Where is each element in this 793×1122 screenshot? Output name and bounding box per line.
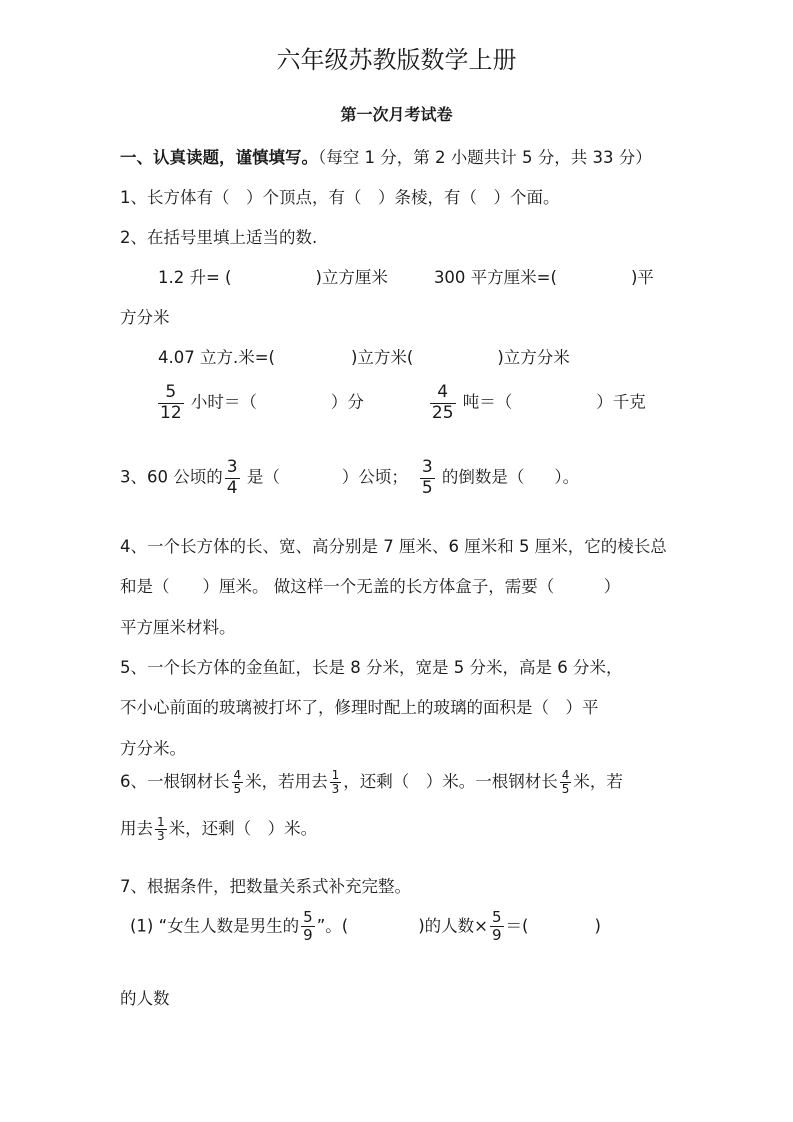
q3-text: ）公顷；: [341, 467, 408, 487]
question-6-line-2: [120, 815, 317, 843]
q6-text: 米，若用去: [245, 772, 328, 791]
fraction-denominator: 12: [160, 402, 182, 423]
question-7-part-1: [130, 909, 601, 945]
question-4-line-1: 4、一个长方体的长、宽、高分别是 7 厘米、6 厘米和 5 厘米，它的棱长总: [120, 537, 667, 556]
section-1-title: 一、认真读题，谨慎填写。: [120, 148, 318, 167]
fraction-denominator: 5: [421, 477, 433, 498]
fraction-numerator: 4: [561, 768, 570, 783]
fraction-numerator: 4: [437, 382, 449, 402]
q7-text: ”。(: [316, 916, 349, 936]
fraction-denominator: 3: [331, 782, 340, 796]
q7-text: ): [594, 916, 601, 936]
question-4-line-3: 平方厘米材料。: [120, 618, 236, 637]
fraction: [430, 383, 456, 423]
q2-text: )立方厘米: [315, 268, 388, 287]
fraction: [301, 909, 315, 945]
question-5-line-1: 5、一个长方体的金鱼缸，长是 8 分米，宽是 5 分米，高是 6 分米，: [120, 658, 623, 677]
q7-text: ＝(: [505, 916, 529, 936]
q2-text: 小时＝（: [190, 392, 257, 412]
fraction-denominator: 9: [303, 926, 313, 945]
question-2-line-1-cont: 方分米: [120, 308, 170, 327]
q2-text: 1.2 升= (: [158, 268, 232, 287]
fraction: [490, 909, 504, 945]
question-4-line-2: 和是（ ）厘米。 做这样一个无盖的长方体盒子，需要（ ）: [120, 577, 621, 596]
fraction-denominator: 25: [431, 402, 454, 423]
fraction: [420, 458, 435, 498]
question-2-line-1: [158, 264, 654, 288]
question-2: 2、在括号里填上适当的数.: [120, 228, 318, 247]
exam-subtitle: 第一次月考试卷: [340, 105, 453, 124]
q2-text: )立方米(: [351, 348, 414, 367]
section-1-heading: [120, 144, 652, 168]
q2-text: 300 平方厘米=(: [433, 268, 557, 287]
fraction-numerator: 3: [421, 457, 433, 477]
q2-text: )立方分米: [497, 348, 570, 367]
fraction-numerator: 3: [226, 457, 238, 477]
q3-text: ）。: [554, 467, 580, 487]
q2-text: 吨＝（: [462, 392, 513, 412]
fraction-denominator: 9: [491, 926, 502, 945]
q3-text: 3、60 公顷的: [120, 467, 223, 487]
fraction: [158, 383, 184, 423]
question-3: [120, 458, 579, 498]
fraction-denominator: 4: [226, 477, 238, 498]
q3-text: 的倒数是（: [441, 467, 525, 487]
q2-text: )平: [630, 268, 654, 287]
question-2-line-2: [158, 344, 570, 368]
fraction-denominator: 3: [157, 829, 165, 843]
fraction-denominator: 5: [561, 782, 570, 796]
fraction-numerator: 1: [157, 815, 165, 830]
fraction-numerator: 1: [331, 768, 340, 783]
q6-text: 米，还剩（ ）米。: [168, 819, 318, 838]
question-7: 7、根据条件，把数量关系式补充完整。: [120, 877, 411, 896]
fraction-numerator: 5: [491, 908, 502, 926]
question-2-line-3: [156, 383, 646, 423]
q2-text: 4.07 立方.米=(: [158, 348, 275, 367]
question-5-line-2: 不小心前面的玻璃被打坏了，修理时配上的玻璃的面积是（ ）平: [120, 698, 599, 717]
q6-text: 用去: [120, 819, 153, 838]
fraction: [330, 769, 342, 795]
question-1: 1、长方体有（ ）个顶点，有（ ）条棱，有（ ）个面。: [120, 188, 560, 207]
page-title: 六年级苏教版数学上册: [276, 46, 517, 74]
question-7-part-1-cont: 的人数: [120, 989, 170, 1008]
q7-text: (1) “女生人数是男生的: [130, 916, 300, 936]
fraction: [225, 458, 240, 498]
fraction-numerator: 5: [303, 908, 313, 926]
fraction: [560, 769, 572, 795]
q2-text: ）分: [330, 392, 364, 412]
q2-text: ）千克: [596, 392, 646, 412]
fraction-numerator: 4: [233, 768, 242, 783]
fraction-numerator: 5: [165, 382, 177, 402]
q3-text: 是（: [246, 467, 280, 487]
section-1-note: （每空 1 分，第 2 小题共计 5 分，共 33 分）: [318, 148, 652, 167]
q6-text: ，还剩（ ）米。一根钢材长: [343, 772, 558, 791]
q6-text: 6、一根钢材长: [120, 772, 230, 791]
fraction: [232, 769, 244, 795]
q6-text: 米，若: [573, 772, 623, 791]
question-6-line-1: [120, 768, 623, 796]
fraction: [155, 816, 167, 842]
q7-text: )的人数×: [418, 916, 488, 936]
fraction-denominator: 5: [233, 782, 242, 796]
question-5-line-3: 方分米。: [120, 739, 186, 758]
